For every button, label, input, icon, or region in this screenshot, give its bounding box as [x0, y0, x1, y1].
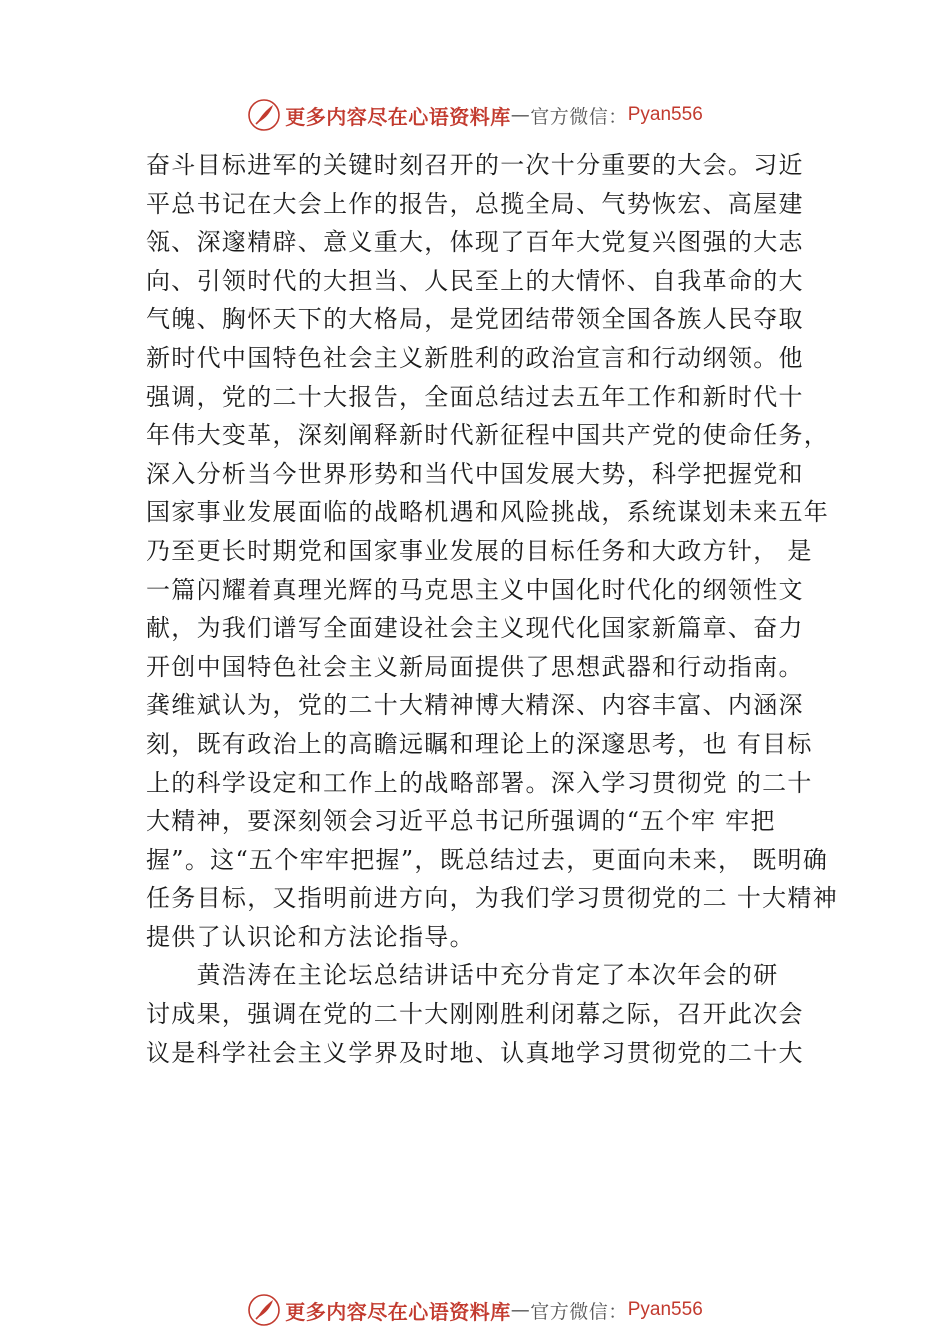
watermark-banner-bottom — [0, 1288, 950, 1332]
text-line: 提供了认识论和方法论指导。 — [146, 922, 475, 951]
text-line: 深入分析当今世界形势和当代中国发展大势，科学把握党和 — [146, 459, 804, 488]
text-line: 强调，党的二十大报告，全面总结过去五年工作和新时代十 — [146, 382, 804, 411]
text-line: 气魄、胸怀天下的大格局，是党团结带领全国各族人民夺取 — [146, 305, 804, 334]
quill-pen-logo-icon — [247, 1293, 281, 1327]
text-line: 黄浩涛在主论坛总结讲话中充分肯定了本次年会的研 — [146, 961, 779, 990]
text-line: 献，为我们谱写全面建设社会主义现代化国家新篇章、奋力 — [146, 614, 804, 643]
text-line: 议是科学社会主义学界及时地、认真地学习贯彻党的二十大 — [146, 1038, 804, 1067]
watermark-wechat-id: Pyan556 — [627, 104, 703, 125]
text-line: 龚维斌认为，党的二十大精神博大精深、内容丰富、内涵深 — [146, 691, 804, 720]
watermark-wechat-id: Pyan556 — [627, 1299, 703, 1320]
text-line: 奋斗目标进军的关键时刻召开的一次十分重要的大会。习近 — [146, 151, 804, 179]
text-line: 一篇闪耀着真理光辉的马克思主义中国化时代化的纲领性文 — [146, 575, 804, 604]
document-body — [146, 146, 846, 1072]
text-line: 刻，既有政治上的高瞻远瞩和理论上的深邃思考，也 有目标 — [146, 729, 813, 758]
text-line: 年伟大变革，深刻阐释新时代新征程中国共产党的使命任务， — [146, 421, 830, 450]
text-line: 国家事业发展面临的战略机遇和风险挑战，系统谋划未来五年 — [146, 498, 830, 527]
text-line: 大精神，要深刻领会习近平总书记所强调的“五个牢 牢把 — [146, 807, 776, 836]
watermark-site-name: 更多内容尽在心语资料库 — [285, 1299, 511, 1324]
text-line: 握”。这“五个牢牢把握”，既总结过去，更面向未来， 既明确 — [146, 845, 829, 874]
watermark-wechat-label: 官方微信： — [530, 1300, 628, 1323]
watermark-dash: — — [510, 1299, 531, 1321]
watermark-banner-top — [0, 93, 950, 137]
text-line: 上的科学设定和工作上的战略部署。深入学习贯彻党 的二十 — [146, 768, 813, 797]
watermark-site-name: 更多内容尽在心语资料库 — [285, 104, 511, 129]
text-line: 向、引领时代的大担当、人民至上的大情怀、自我革命的大 — [146, 266, 804, 295]
text-line: 讨成果，强调在党的二十大刚刚胜利闭幕之际，召开此次会 — [146, 1000, 804, 1029]
text-line: 任务目标，又指明前进方向，为我们学习贯彻党的二 十大精神 — [146, 884, 839, 913]
watermark-dash: — — [510, 104, 531, 126]
watermark-wechat-label: 官方微信： — [530, 105, 628, 128]
text-line: 开创中国特色社会主义新局面提供了思想武器和行动指南。 — [146, 652, 804, 681]
text-line: 平总书记在大会上作的报告，总揽全局、气势恢宏、高屋建 — [146, 189, 804, 218]
text-line: 乃至更长时期党和国家事业发展的目标任务和大政方针， 是 — [146, 536, 813, 565]
quill-pen-logo-icon — [247, 98, 281, 132]
text-line: 新时代中国特色社会主义新胜利的政治宣言和行动纲领。他 — [146, 343, 804, 372]
text-line: 瓴、深邃精辟、意义重大，体现了百年大党复兴图强的大志 — [146, 228, 804, 257]
